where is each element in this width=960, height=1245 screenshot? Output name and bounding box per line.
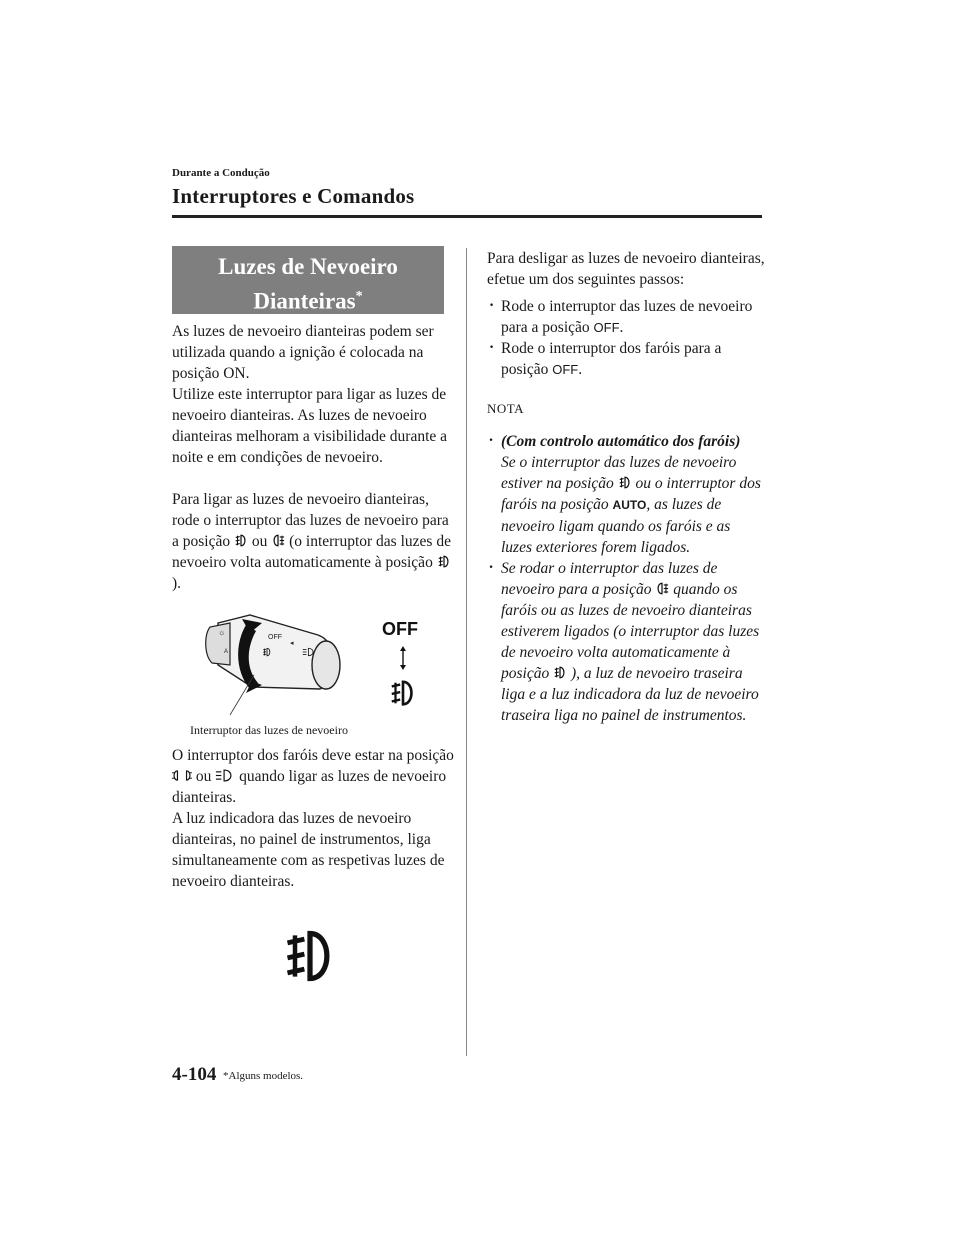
figure-caption: Interruptor das luzes de nevoeiro: [190, 723, 348, 737]
heading-line-2: Dianteiras*: [253, 288, 363, 314]
page-title: Interruptores e Comandos: [172, 184, 415, 208]
paragraph-turn-on: Para ligar as luzes de nevoeiro dianteiras, rode o interruptor das luzes de nevoeiro para a posição ou (o interruptor das luzes de nevoeiro volta automaticamente à posição ).: [172, 491, 451, 592]
page-number: 4-104: [172, 1064, 217, 1085]
paragraph-headlight-position: O interruptor dos faróis deve estar na posição ou quando ligar as luzes de nevoeiro dianteiras.: [172, 747, 454, 806]
front-fog-icon: [234, 533, 248, 548]
heading-line-1: Luzes de Nevoeiro: [218, 254, 398, 279]
heading-asterisk: *: [355, 289, 363, 304]
front-fog-icon: [392, 682, 412, 705]
fog-switch-illustration: [190, 605, 450, 720]
front-fog-icon: [437, 554, 451, 569]
paragraph-usage: Utilize este interruptor para ligar as luzes de nevoeiro dianteiras. As luzes de nevoeiro dianteiras melhoram a visibilidade durante a noite e em condições de nevoeiro.: [172, 386, 448, 466]
section-label: Durante a Condução: [172, 167, 270, 179]
header-rule: [172, 215, 762, 218]
footnote: *Alguns modelos.: [223, 1070, 304, 1082]
list-item: · Rode o interruptor dos faróis para a posição OFF.: [487, 338, 765, 380]
paragraph-indicator: A luz indicadora das luzes de nevoeiro dianteiras, no painel de instrumentos, liga simultaneamente com as respetivas luzes de nevoeiro dianteiras.: [172, 810, 445, 890]
right-column: [487, 248, 765, 726]
note-item: · (Com controlo automático dos faróis) Se o interruptor das luzes de nevoeiro estiver na posição ou o interruptor dos faróis na posição AUTO, as luzes de nevoeiro ligam quando os faróis e as luzes exteriores forem ligados.: [487, 431, 765, 558]
svg-text:OFF: OFF: [268, 634, 282, 641]
note-heading: NOTA: [487, 401, 525, 416]
note-item: · Se rodar o interruptor das luzes de nevoeiro para a posição quando os faróis ou as luzes de nevoeiro dianteiras estiverem ligados (o interruptor das luzes de nevoeiro volta automaticamente à posição ), a luz de nevoeiro traseira liga e a luz indicadora da luz de nevoeiro traseira liga no painel de instrumentos.: [487, 558, 765, 726]
front-fog-indicator-icon: [280, 926, 340, 986]
paragraph-turn-off: Para desligar as luzes de nevoeiro dianteiras, efetue um dos seguintes passos:: [487, 250, 765, 288]
rear-fog-icon: [271, 533, 285, 548]
front-fog-icon: [618, 475, 632, 490]
list-item: · Rode o interruptor das luzes de nevoeiro para a posição OFF.: [487, 296, 765, 338]
parking-light-icon: [172, 768, 192, 783]
auto-icon: AUTO: [612, 498, 647, 512]
svg-text:☼: ☼: [218, 628, 226, 637]
svg-text:◂: ◂: [290, 640, 294, 647]
rear-fog-icon: [655, 581, 669, 596]
figure-off-label: OFF: [382, 619, 418, 639]
headlight-icon: [215, 768, 235, 783]
paragraph-intro: As luzes de nevoeiro dianteiras podem ser utilizada quando a ignição é colocada na posição ON.: [172, 323, 434, 382]
left-column-top: [172, 321, 458, 594]
svg-text:A: A: [224, 649, 229, 655]
front-fog-icon: [553, 665, 567, 680]
section-heading: [172, 246, 444, 314]
left-column-bottom: [172, 745, 458, 892]
column-divider: [466, 248, 467, 1056]
